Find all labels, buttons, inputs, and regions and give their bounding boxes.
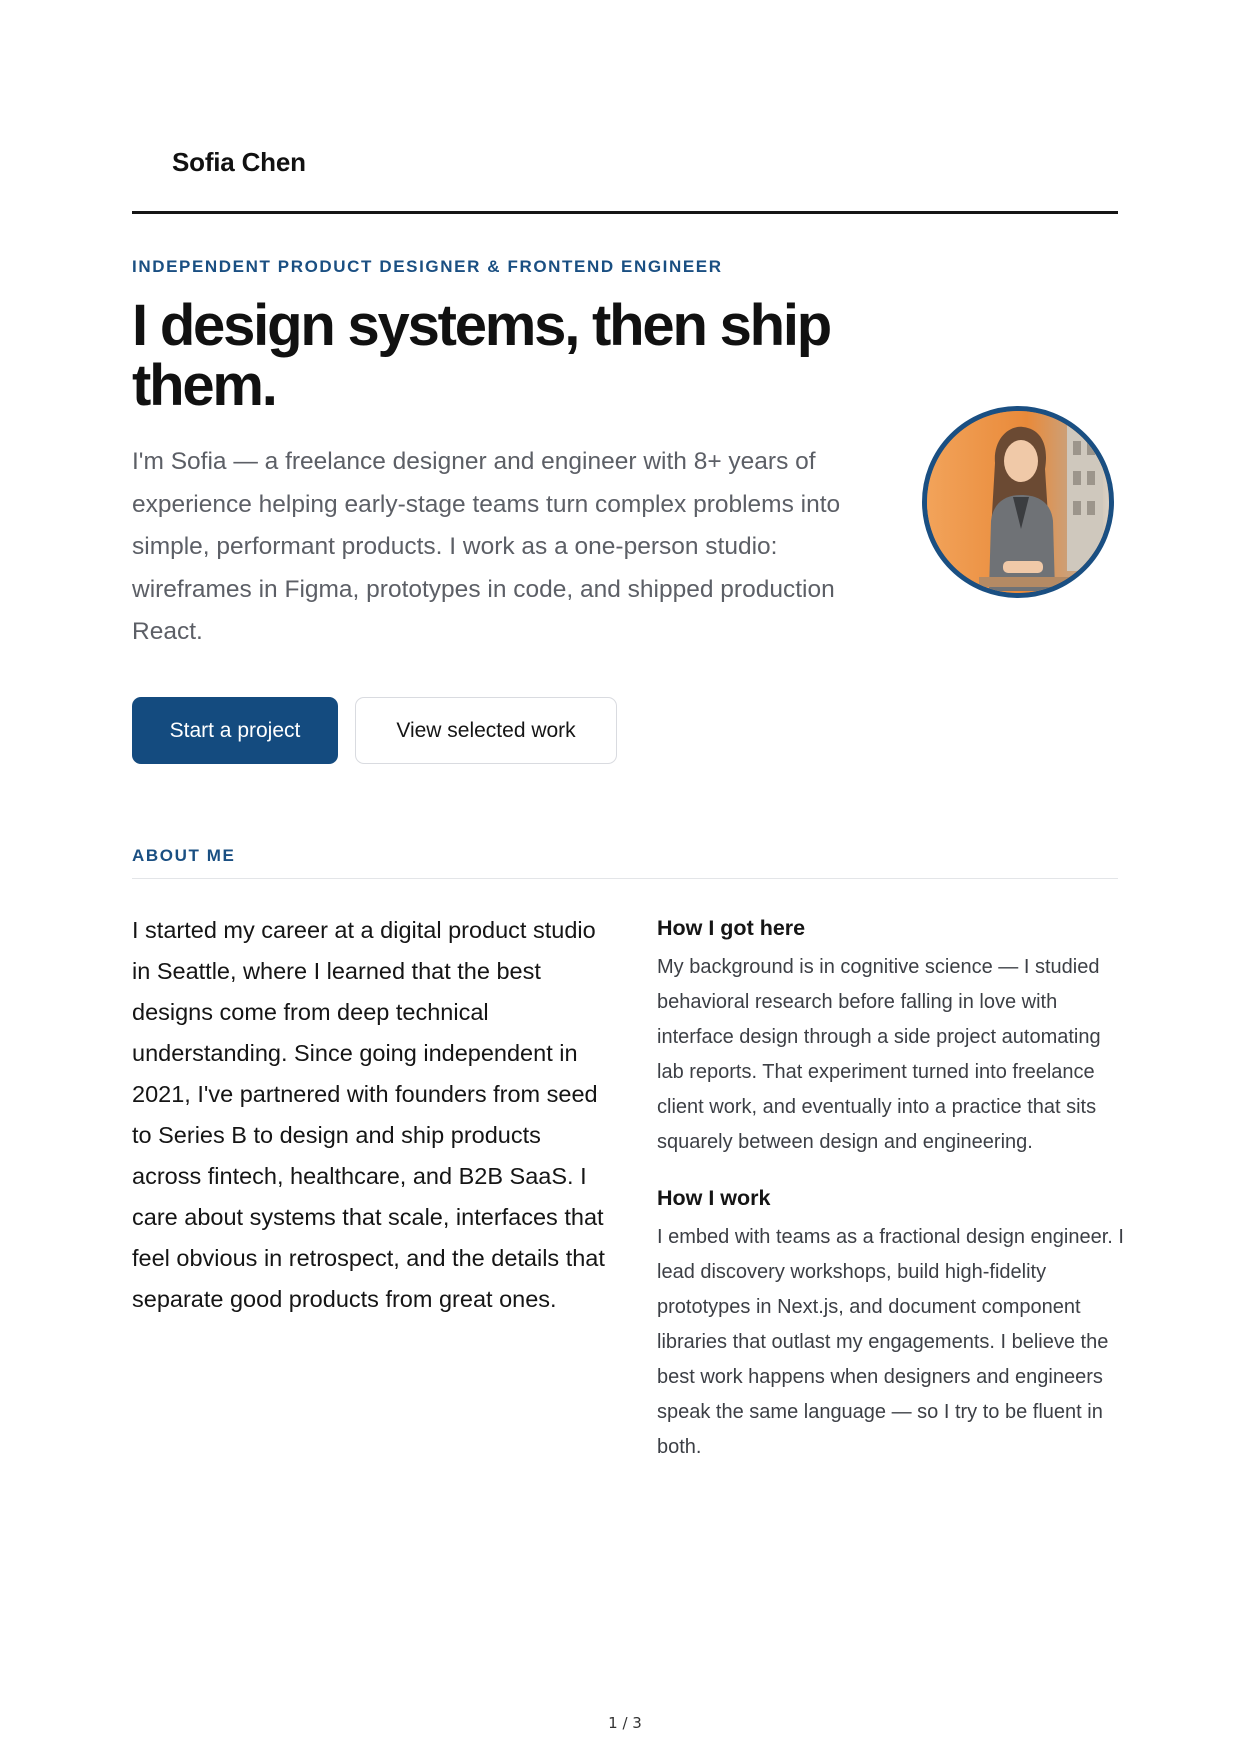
hero-eyebrow: INDEPENDENT PRODUCT DESIGNER & FRONTEND ENGINEER <box>132 257 723 276</box>
hero-intro: I'm Sofia — a freelance designer and engineer with 8+ years of experience helping early-stage teams turn complex problems into simple, performant products. I work as a one-person studio: wireframes in Figma, prototypes in code, and shipped production React. <box>132 448 841 645</box>
about-details <box>657 912 1127 1465</box>
page <box>132 0 1124 1756</box>
view-work-button[interactable]: View selected work <box>355 697 617 764</box>
about-section-label: ABOUT ME <box>132 846 236 865</box>
how-i-work-text: I embed with teams as a fractional design engineer. I lead discovery workshops, build high-fidelity prototypes in Next.js, and document component libraries that outlast my engagements. I believe the best work happens when designers and engineers speak the same language — so I try to be fluent in both. <box>657 1226 1124 1458</box>
section-divider <box>132 878 1118 879</box>
start-project-button[interactable]: Start a project <box>132 697 338 764</box>
about-main-text: I started my career at a digital product studio in Seattle, where I learned that the best designs come from deep technical understanding. Since going independent in 2021, I've partnered with founders from seed to Series B to design and ship products across fintech, healthcare, and B2B SaaS. I care about systems that scale, interfaces that feel obvious in retrospect, and the details that separate good products from great ones. <box>132 917 605 1312</box>
hero-title: I design systems, then ship them. <box>132 293 831 418</box>
page-number: 1 / 3 <box>608 1714 642 1732</box>
brand-name[interactable]: Sofia Chen <box>172 147 306 177</box>
how-i-got-here-text: My background is in cognitive science — I studied behavioral research before falling in love with interface design through a side project automating lab reports. That experiment turned into freelance client work, and eventually into a practice that sits squarely between design and engineering. <box>657 956 1101 1153</box>
how-i-got-here-heading: How I got here <box>657 916 806 940</box>
how-i-work-heading: How I work <box>657 1186 771 1210</box>
avatar <box>922 406 1114 598</box>
site-header <box>132 126 1118 214</box>
portrait-photo-icon <box>927 411 1109 593</box>
